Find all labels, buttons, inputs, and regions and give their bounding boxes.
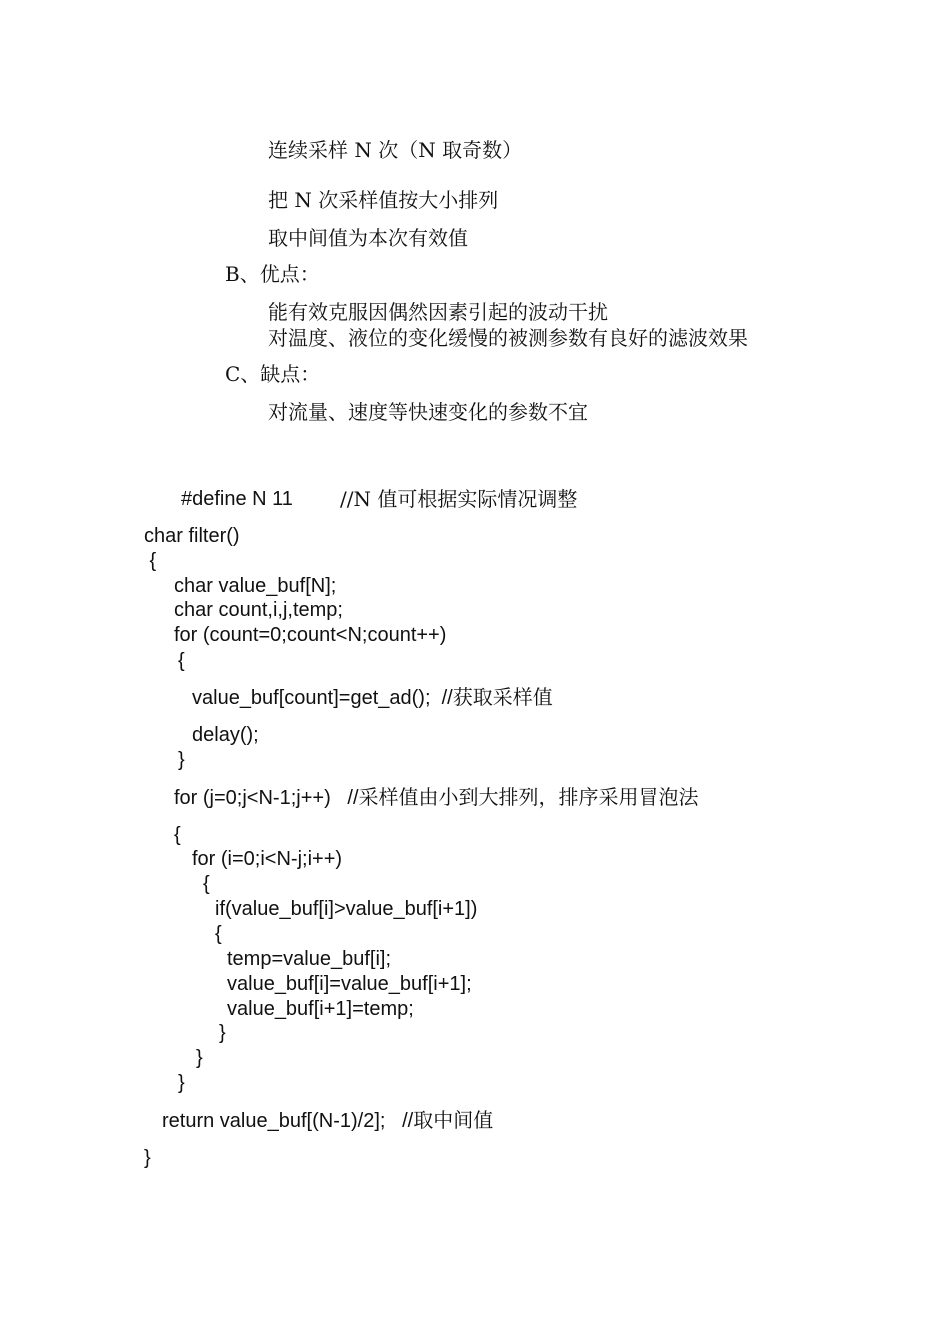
code-line: for (j=0;j<N-1;j++) //采样值由小到大排列，排序采用冒泡法 [174, 787, 699, 809]
code-line: temp=value_buf[i]; [227, 948, 391, 970]
code-line: value_buf[i+1]=temp; [227, 998, 414, 1020]
code-line: for (i=0;i<N-j;i++) [192, 848, 343, 870]
code-line: } [178, 749, 185, 771]
procedure-step-3: 取中间值为本次有效值 [268, 226, 468, 250]
disadvantage-item: 对流量、速度等快速变化的参数不宜 [268, 400, 588, 424]
code-line: char count,i,j,temp; [174, 599, 343, 621]
advantages-heading: B、优点： [225, 262, 320, 286]
code-line: char filter() [144, 525, 240, 547]
code-line: { [174, 824, 181, 846]
disadvantages-heading: C、缺点： [225, 362, 321, 386]
code-line: { [215, 923, 222, 945]
code-line: value_buf[count]=get_ad(); //获取采样值 [192, 687, 553, 709]
code-line: char value_buf[N]; [174, 575, 337, 597]
procedure-step-2: 把 N 次采样值按大小排列 [268, 188, 499, 212]
advantage-item: 对温度、液位的变化缓慢的被测参数有良好的滤波效果 [268, 326, 748, 350]
code-define-comment: //N 值可根据实际情况调整 [340, 487, 578, 511]
code-line: } [144, 1147, 151, 1169]
procedure-step-1: 连续采样 N 次（N 取奇数） [268, 138, 523, 162]
code-line: return value_buf[(N-1)/2]; //取中间值 [162, 1110, 494, 1132]
code-line: } [219, 1022, 226, 1044]
code-define: #define N 11 [181, 488, 293, 510]
code-line: { [144, 550, 157, 572]
code-line: } [196, 1047, 203, 1069]
code-line: { [203, 873, 210, 895]
code-line: value_buf[i]=value_buf[i+1]; [227, 973, 472, 995]
advantage-item: 能有效克服因偶然因素引起的波动干扰 [268, 300, 608, 324]
code-line: for (count=0;count<N;count++) [174, 624, 447, 646]
code-line: if(value_buf[i]>value_buf[i+1]) [215, 898, 478, 920]
code-line: } [178, 1072, 185, 1094]
code-line: { [178, 650, 185, 672]
code-line: delay(); [192, 724, 259, 746]
